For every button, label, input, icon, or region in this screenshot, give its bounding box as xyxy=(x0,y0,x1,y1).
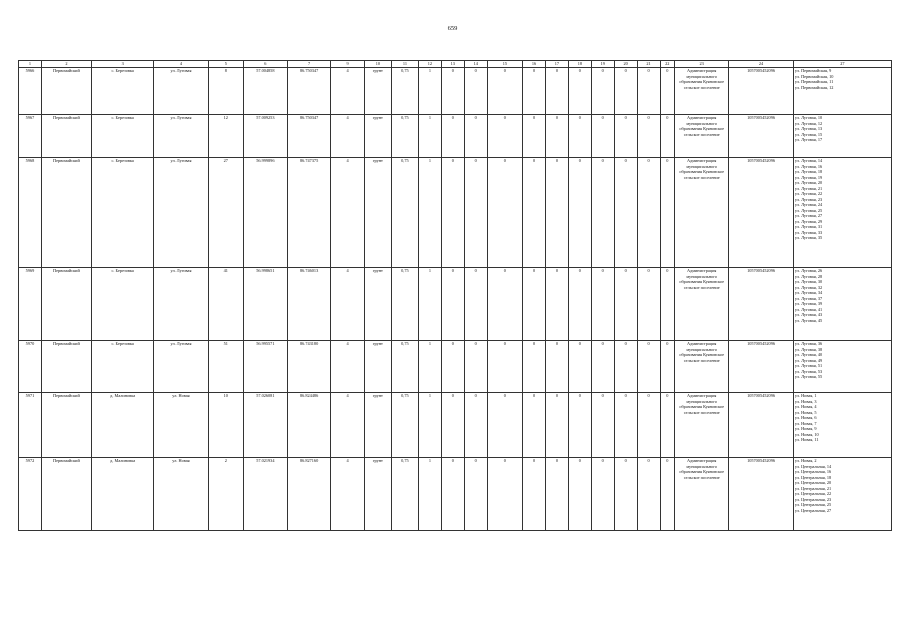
table-cell: 1 xyxy=(418,393,441,458)
addresses-cell xyxy=(793,268,891,341)
table-cell: 0 xyxy=(660,158,675,268)
address-line: ул. Луговая, 18 xyxy=(794,169,823,174)
registry-table xyxy=(18,60,892,531)
table-row xyxy=(19,458,892,531)
header-cell: 9 xyxy=(331,61,364,68)
table-cell: 0 xyxy=(660,393,675,458)
table-cell: 1 xyxy=(418,458,441,531)
table-cell: 0 xyxy=(660,458,675,531)
address-line: ул. Луговая, 45 xyxy=(794,317,823,323)
header-cell: 2 xyxy=(41,61,91,68)
address-line: ул. Луговая, 17 xyxy=(794,137,823,142)
address-line: ул. Луговая, 20 xyxy=(794,180,823,185)
address-line: ул. Луговая, 22 xyxy=(794,191,823,196)
address-line: ул. Центральная, 27 xyxy=(794,507,832,513)
table-cell: 0 xyxy=(464,158,487,268)
address-line: ул. Центральная, 14 xyxy=(794,463,832,469)
table-cell: 41 xyxy=(208,268,243,341)
address-line: ул. Луговая, 39 xyxy=(794,301,823,306)
table-cell: 4 xyxy=(331,115,364,158)
table-cell: 4 xyxy=(331,68,364,115)
table-cell: 4 xyxy=(331,341,364,393)
ogrn-cell: 1057005452096 xyxy=(729,115,794,158)
address-line: ул. Новая, 11 xyxy=(794,437,819,442)
table-cell: 0 xyxy=(487,158,522,268)
table-cell: 1 xyxy=(418,341,441,393)
header-cell: 18 xyxy=(568,61,591,68)
table-cell: 1 xyxy=(418,268,441,341)
table-cell: 0 xyxy=(637,458,660,531)
table-row xyxy=(19,115,892,158)
settlement-cell: с. Березовка xyxy=(91,341,154,393)
address-line: ул. Центральная, 23 xyxy=(794,496,832,502)
row-number-cell: 5971 xyxy=(19,393,42,458)
table-cell: 4 xyxy=(331,393,364,458)
address-line: ул. Луговая, 29 xyxy=(794,218,823,224)
header-cell: 19 xyxy=(591,61,614,68)
header-cell: 13 xyxy=(441,61,464,68)
address-line: ул. Новая, 10 xyxy=(794,431,819,437)
table-cell: грунт xyxy=(364,393,391,458)
table-cell: 0,75 xyxy=(391,458,418,531)
row-number-cell: 5972 xyxy=(19,458,42,531)
table-cell: 57.009253 xyxy=(243,115,287,158)
table-cell: 56.995571 xyxy=(243,341,287,393)
table-cell: 0 xyxy=(464,68,487,115)
table-row xyxy=(19,393,892,458)
table-cell: 0 xyxy=(487,68,522,115)
addresses-cell xyxy=(793,115,891,158)
table-row xyxy=(19,341,892,393)
settlement-cell: д. Малиновка xyxy=(91,393,154,458)
address-line: ул. Луговая, 13 xyxy=(794,126,823,131)
table-cell: 27 xyxy=(208,158,243,268)
district-cell: Первомайский xyxy=(41,68,91,115)
table-cell: 86.750347 xyxy=(287,115,331,158)
address-line: ул. Новая, 3 xyxy=(794,398,817,404)
table-cell: 10 xyxy=(208,393,243,458)
ogrn-cell: 1057005452096 xyxy=(729,268,794,341)
header-cell: 22 xyxy=(660,61,675,68)
table-cell: 0 xyxy=(614,268,637,341)
header-cell: 4 xyxy=(154,61,208,68)
table-cell: 51 xyxy=(208,341,243,393)
table-cell: 57.026081 xyxy=(243,393,287,458)
table-cell: 0 xyxy=(568,458,591,531)
address-line: ул. Центральная, 18 xyxy=(794,474,832,480)
table-cell: 12 xyxy=(208,115,243,158)
address-line: ул. Центральная, 20 xyxy=(794,480,832,485)
address-line: ул. Луговая, 36 xyxy=(794,341,823,346)
table-cell: 57.004858 xyxy=(243,68,287,115)
ogrn-cell: 1057005452096 xyxy=(729,158,794,268)
table-cell: 0 xyxy=(568,158,591,268)
table-cell: 0 xyxy=(464,115,487,158)
table-cell: 0 xyxy=(545,458,568,531)
address-line: ул. Луговая, 32 xyxy=(794,284,823,290)
table-cell: 0 xyxy=(591,458,614,531)
table-cell: 0 xyxy=(464,341,487,393)
row-number-cell: 5966 xyxy=(19,68,42,115)
address-line: ул. Луговая, 34 xyxy=(794,290,823,295)
address-line: ул. Луговая, 40 xyxy=(794,352,823,357)
page-number: 659 xyxy=(447,25,458,32)
address-line: ул. Луговая, 43 xyxy=(794,312,823,317)
address-line: ул. Луговая, 49 xyxy=(794,357,823,363)
addresses-cell xyxy=(793,158,891,268)
administration-cell: Администрация муниципального образования Куяновское сельское поселение xyxy=(675,341,729,393)
table-cell: 0,75 xyxy=(391,158,418,268)
header-row xyxy=(19,61,892,68)
table-cell: грунт xyxy=(364,115,391,158)
header-cell: 6 xyxy=(243,61,287,68)
address-line: ул. Луговая, 55 xyxy=(794,374,823,379)
table-cell: 0 xyxy=(660,268,675,341)
table-cell: грунт xyxy=(364,268,391,341)
address-line: ул. Новая, 4 xyxy=(794,404,817,409)
address-line: ул. Первомайская, 11 xyxy=(794,79,834,84)
table-cell: 0 xyxy=(523,458,546,531)
table-cell: 0,75 xyxy=(391,68,418,115)
table-cell: 0 xyxy=(464,458,487,531)
table-cell: 0 xyxy=(523,268,546,341)
table-cell: 0 xyxy=(637,68,660,115)
ogrn-cell: 1057005452096 xyxy=(729,393,794,458)
ogrn-cell: 1057005452096 xyxy=(729,68,794,115)
address-line: ул. Луговая, 16 xyxy=(794,163,823,169)
table-cell: 0 xyxy=(523,68,546,115)
header-cell: 3 xyxy=(91,61,154,68)
header-cell: 17 xyxy=(545,61,568,68)
address-line: ул. Луговая, 10 xyxy=(794,115,823,120)
table-cell: 1 xyxy=(418,115,441,158)
street-cell: ул. Новая xyxy=(154,393,208,458)
table-cell: 0 xyxy=(487,341,522,393)
address-line: ул. Луговая, 41 xyxy=(794,306,823,312)
row-number-cell: 5967 xyxy=(19,115,42,158)
address-line: ул. Луговая, 24 xyxy=(794,202,823,207)
table-cell: 0 xyxy=(487,115,522,158)
table-cell: 0 xyxy=(591,158,614,268)
settlement-cell: д. Малиновка xyxy=(91,458,154,531)
address-line: ул. Новая, 2 xyxy=(794,458,817,463)
table-cell: 0 xyxy=(637,158,660,268)
addresses-cell xyxy=(793,458,891,531)
ogrn-cell: 1057005452096 xyxy=(729,341,794,393)
table-cell: 0 xyxy=(487,458,522,531)
address-line: ул. Луговая, 15 xyxy=(794,131,823,137)
address-line: ул. Луговая, 26 xyxy=(794,268,823,273)
administration-cell: Администрация муниципального образования Куяновское сельское поселение xyxy=(675,458,729,531)
settlement-cell: с. Березовка xyxy=(91,158,154,268)
table-cell: 0 xyxy=(441,268,464,341)
address-line: ул. Центральная, 16 xyxy=(794,469,832,474)
header-cell: 21 xyxy=(637,61,660,68)
address-line: ул. Луговая, 27 xyxy=(794,213,823,218)
table-cell: 0 xyxy=(487,268,522,341)
address-line: ул. Новая, 9 xyxy=(794,426,817,431)
table-cell: 0 xyxy=(545,158,568,268)
table-cell: 1 xyxy=(418,158,441,268)
address-line: ул. Новая, 5 xyxy=(794,409,817,415)
table-cell: 4 xyxy=(331,158,364,268)
settlement-cell: с. Березовка xyxy=(91,115,154,158)
table-cell: 0 xyxy=(523,115,546,158)
header-cell: 24 xyxy=(729,61,794,68)
table-cell: грунт xyxy=(364,341,391,393)
table-cell: 0 xyxy=(637,115,660,158)
addresses-cell xyxy=(793,393,891,458)
table-cell: 4 xyxy=(331,458,364,531)
address-line: ул. Центральная, 25 xyxy=(794,502,832,507)
header-cell: 7 xyxy=(287,61,331,68)
address-line: ул. Луговая, 38 xyxy=(794,346,823,352)
table-cell: 0 xyxy=(637,341,660,393)
address-line: ул. Луговая, 25 xyxy=(794,207,823,213)
table-cell: 0 xyxy=(464,268,487,341)
table-cell: 56.999896 xyxy=(243,158,287,268)
administration-cell: Администрация муниципального образования Куяновское сельское поселение xyxy=(675,393,729,458)
table-cell: 0 xyxy=(441,341,464,393)
district-cell: Первомайский xyxy=(41,158,91,268)
table-cell: 0 xyxy=(614,158,637,268)
district-cell: Первомайский xyxy=(41,115,91,158)
table-cell: 0 xyxy=(568,393,591,458)
address-line: ул. Луговая, 37 xyxy=(794,295,823,301)
header-cell: 5 xyxy=(208,61,243,68)
settlement-cell: с. Березовка xyxy=(91,68,154,115)
table-cell: 0 xyxy=(591,68,614,115)
address-line: ул. Луговая, 51 xyxy=(794,363,823,368)
address-line: ул. Луговая, 53 xyxy=(794,368,823,374)
table-cell: 2 xyxy=(208,458,243,531)
street-cell: ул. Луговая xyxy=(154,68,208,115)
table-cell: 0 xyxy=(545,393,568,458)
header-cell: 10 xyxy=(364,61,391,68)
table-cell: грунт xyxy=(364,158,391,268)
table-cell: 86.827160 xyxy=(287,458,331,531)
address-line: ул. Центральная, 21 xyxy=(794,485,832,491)
table-row xyxy=(19,68,892,115)
address-line: ул. Первомайская, 10 xyxy=(794,73,834,79)
table-cell: 0 xyxy=(523,158,546,268)
header-cell: 11 xyxy=(391,61,418,68)
table-cell: 0 xyxy=(568,68,591,115)
street-cell: ул. Луговая xyxy=(154,158,208,268)
table-cell: 0 xyxy=(464,393,487,458)
district-cell: Первомайский xyxy=(41,458,91,531)
table-cell: 0 xyxy=(523,341,546,393)
address-line: ул. Первомайская, 9 xyxy=(794,68,832,73)
table-cell: 0 xyxy=(614,341,637,393)
table-cell: 0 xyxy=(591,393,614,458)
table-cell: 0 xyxy=(568,268,591,341)
address-line: ул. Новая, 1 xyxy=(794,393,817,398)
table-cell: 86.750347 xyxy=(287,68,331,115)
table-cell: 0 xyxy=(591,268,614,341)
table-cell: 0 xyxy=(614,458,637,531)
administration-cell: Администрация муниципального образования Куяновское сельское поселение xyxy=(675,68,729,115)
table-cell: 57.021934 xyxy=(243,458,287,531)
address-line: ул. Первомайская, 12 xyxy=(794,84,834,90)
table-cell: 0 xyxy=(487,393,522,458)
table-cell: 0 xyxy=(545,341,568,393)
table-cell: 0 xyxy=(614,393,637,458)
table-cell: 0 xyxy=(591,341,614,393)
street-cell: ул. Новая xyxy=(154,458,208,531)
table-cell: 8 xyxy=(208,68,243,115)
administration-cell: Администрация муниципального образования Куяновское сельское поселение xyxy=(675,115,729,158)
administration-cell: Администрация муниципального образования Куяновское сельское поселение xyxy=(675,158,729,268)
table-cell: 0 xyxy=(637,268,660,341)
table-cell: 86.746013 xyxy=(287,268,331,341)
table-cell: 0,75 xyxy=(391,393,418,458)
ogrn-cell: 1057005452096 xyxy=(729,458,794,531)
table-cell: грунт xyxy=(364,458,391,531)
table-row xyxy=(19,268,892,341)
address-line: ул. Луговая, 14 xyxy=(794,158,823,163)
table-cell: 1 xyxy=(418,68,441,115)
header-cell: 14 xyxy=(464,61,487,68)
street-cell: ул. Луговая xyxy=(154,268,208,341)
header-cell: 27 xyxy=(793,61,891,68)
table-cell: 0 xyxy=(545,68,568,115)
table-cell: 0 xyxy=(614,115,637,158)
header-cell: 12 xyxy=(418,61,441,68)
addresses-cell xyxy=(793,68,891,115)
table-cell: 0 xyxy=(637,393,660,458)
header-cell: 23 xyxy=(675,61,729,68)
address-line: ул. Луговая, 12 xyxy=(794,120,823,126)
table-cell: 86.824486 xyxy=(287,393,331,458)
district-cell: Первомайский xyxy=(41,341,91,393)
district-cell: Первомайский xyxy=(41,268,91,341)
table-cell: 0 xyxy=(441,115,464,158)
address-line: ул. Луговая, 21 xyxy=(794,185,823,191)
header-cell: 15 xyxy=(487,61,522,68)
street-cell: ул. Луговая xyxy=(154,115,208,158)
address-line: ул. Луговая, 28 xyxy=(794,273,823,279)
table-cell: 86.747375 xyxy=(287,158,331,268)
address-line: ул. Луговая, 33 xyxy=(794,229,823,235)
table-cell: 0,75 xyxy=(391,268,418,341)
table-cell: грунт xyxy=(364,68,391,115)
table-cell: 0 xyxy=(441,458,464,531)
street-cell: ул. Луговая xyxy=(154,341,208,393)
settlement-cell: с. Березовка xyxy=(91,268,154,341)
header-cell: 1 xyxy=(19,61,42,68)
table-cell: 0 xyxy=(614,68,637,115)
table-cell: 0 xyxy=(441,393,464,458)
table-cell: 0 xyxy=(660,68,675,115)
header-cell: 16 xyxy=(523,61,546,68)
table-cell: 0 xyxy=(441,158,464,268)
address-line: ул. Луговая, 30 xyxy=(794,279,823,284)
address-line: ул. Центральная, 22 xyxy=(794,491,832,496)
table-cell: 4 xyxy=(331,268,364,341)
address-line: ул. Новая, 6 xyxy=(794,415,817,420)
row-number-cell: 5969 xyxy=(19,268,42,341)
district-cell: Первомайский xyxy=(41,393,91,458)
administration-cell: Администрация муниципального образования Куяновское сельское поселение xyxy=(675,268,729,341)
table-cell: 86.743180 xyxy=(287,341,331,393)
table-cell: 0 xyxy=(660,115,675,158)
table-cell: 0 xyxy=(545,268,568,341)
addresses-cell xyxy=(793,341,891,393)
table-cell: 0,75 xyxy=(391,341,418,393)
table-cell: 0,75 xyxy=(391,115,418,158)
table-cell: 0 xyxy=(568,115,591,158)
row-number-cell: 5968 xyxy=(19,158,42,268)
address-line: ул. Луговая, 31 xyxy=(794,224,823,229)
table-cell: 0 xyxy=(545,115,568,158)
table-cell: 0 xyxy=(523,393,546,458)
table-cell: 0 xyxy=(591,115,614,158)
address-line: ул. Луговая, 35 xyxy=(794,235,823,240)
address-line: ул. Луговая, 19 xyxy=(794,174,823,180)
address-line: ул. Луговая, 23 xyxy=(794,196,823,202)
table-cell: 0 xyxy=(660,341,675,393)
table-cell: 56.998651 xyxy=(243,268,287,341)
row-number-cell: 5970 xyxy=(19,341,42,393)
address-line: ул. Новая, 7 xyxy=(794,420,817,426)
table-row xyxy=(19,158,892,268)
header-cell: 20 xyxy=(614,61,637,68)
table-cell: 0 xyxy=(568,341,591,393)
table-cell: 0 xyxy=(441,68,464,115)
